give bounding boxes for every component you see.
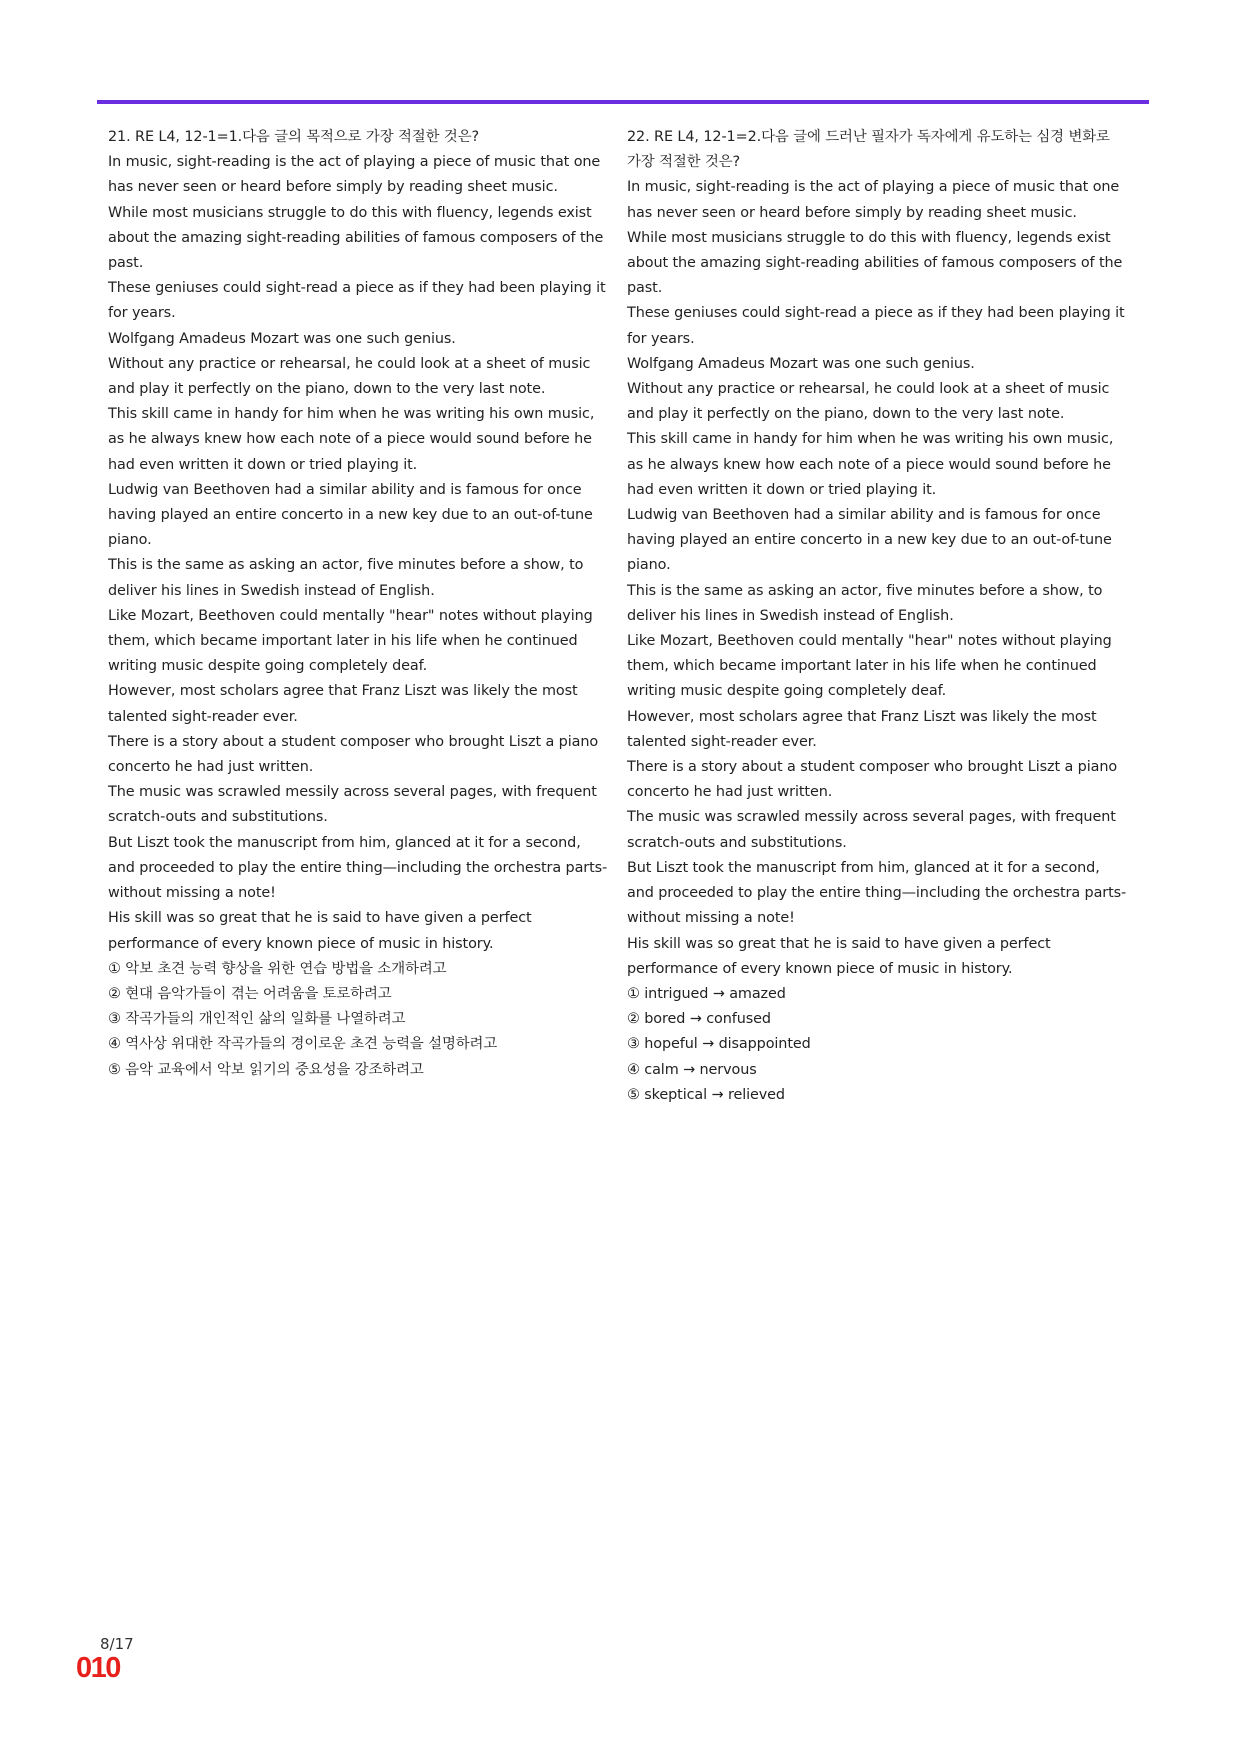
passage-paragraph: In music, sight-reading is the act of playing a piece of music that one has never seen or heard before simply by reading sheet music. <box>108 154 601 196</box>
passage-paragraph: This skill came in handy for him when he was writing his own music, as he always knew how each note of a piece would sound before he had even written it down or tried playing it. <box>108 406 595 473</box>
answer-choice-5[interactable]: ⑤ 음악 교육에서 악보 읽기의 중요성을 강조하려고 <box>108 1061 424 1078</box>
question-title: 22. RE L4, 12-1=2.다음 글에 드러난 필자가 독자에게 유도하는 심경 변화로 가장 적절한 것은? <box>627 129 1110 171</box>
passage-paragraph: This skill came in handy for him when he was writing his own music, as he always knew how each note of a piece would sound before he had even written it down or tried playing it. <box>627 431 1114 498</box>
passage-paragraph: Ludwig van Beethoven had a similar ability and is famous for once having played an entire concerto in a new key due to an out-of-tune piano. <box>627 507 1112 574</box>
passage-paragraph: The music was scrawled messily across several pages, with frequent scratch-outs and substitutions. <box>627 809 1116 851</box>
answer-choice-2[interactable]: ② bored → confused <box>627 1011 771 1028</box>
answer-choice-1[interactable]: ① 악보 초견 능력 향상을 위한 연습 방법을 소개하려고 <box>108 960 447 977</box>
answer-choice-5[interactable]: ⑤ skeptical → relieved <box>627 1086 785 1103</box>
question-21 <box>108 125 608 1083</box>
passage-paragraph: Without any practice or rehearsal, he could look at a sheet of music and play it perfectly on the piano, down to the very last note. <box>627 381 1110 423</box>
answer-choice-1[interactable]: ① intrigued → amazed <box>627 985 786 1002</box>
header-rule <box>97 100 1149 104</box>
passage-paragraph: The music was scrawled messily across several pages, with frequent scratch-outs and substitutions. <box>108 784 597 826</box>
passage-paragraph: However, most scholars agree that Franz Liszt was likely the most talented sight-reader ever. <box>108 683 578 725</box>
passage-paragraph: While most musicians struggle to do this with fluency, legends exist about the amazing sight-reading abilities of famous composers of the past. <box>627 229 1123 297</box>
passage-paragraph: There is a story about a student composer who brought Liszt a piano concerto he had just written. <box>108 733 599 776</box>
answer-choice-4[interactable]: ④ calm → nervous <box>627 1061 757 1078</box>
passage-paragraph: These geniuses could sight-read a piece as if they had been playing it for years. <box>627 305 1125 347</box>
answer-choice-4[interactable]: ④ 역사상 위대한 작곡가들의 경이로운 초견 능력을 설명하려고 <box>108 1036 498 1053</box>
passage-paragraph: His skill was so great that he is said to have given a perfect performance of every known piece of music in history. <box>108 910 532 952</box>
passage-paragraph: There is a story about a student composer who brought Liszt a piano concerto he had just written. <box>627 759 1118 801</box>
passage-paragraph: Like Mozart, Beethoven could mentally "hear" notes without playing them, which became important later in his life when he continued writing music despite going completely deaf. <box>108 607 593 675</box>
answer-choice-3[interactable]: ③ 작곡가들의 개인적인 삶의 일화를 나열하려고 <box>108 1011 406 1028</box>
page-number: 8/17 <box>100 1635 134 1653</box>
passage-paragraph: These geniuses could sight-read a piece as if they had been playing it for years. <box>108 280 606 322</box>
passage-paragraph: Like Mozart, Beethoven could mentally "hear" notes without playing them, which became important later in his life when he continued writing music despite going completely deaf. <box>627 633 1112 700</box>
passage-paragraph: This is the same as asking an actor, five minutes before a show, to deliver his lines in Swedish instead of English. <box>627 582 1103 624</box>
question-22 <box>627 125 1127 1108</box>
brand-logo: 010 <box>76 1652 120 1684</box>
passage-paragraph: His skill was so great that he is said to have given a perfect performance of every known piece of music in history. <box>627 935 1051 977</box>
answer-choice-3[interactable]: ③ hopeful → disappointed <box>627 1036 811 1053</box>
passage-paragraph: Without any practice or rehearsal, he could look at a sheet of music and play it perfectly on the piano, down to the very last note. <box>108 355 591 398</box>
passage-paragraph: Ludwig van Beethoven had a similar ability and is famous for once having played an entire concerto in a new key due to an out-of-tune piano. <box>108 481 593 549</box>
passage-paragraph: In music, sight-reading is the act of playing a piece of music that one has never seen or heard before simply by reading sheet music. <box>627 179 1120 221</box>
passage-paragraph: But Liszt took the manuscript from him, glanced at it for a second, and proceeded to play the entire thing—including the orchestra parts-without missing a note! <box>627 859 1127 927</box>
passage-paragraph: But Liszt took the manuscript from him, glanced at it for a second, and proceeded to play the entire thing—including the orchestra parts-without missing a note! <box>108 834 608 902</box>
passage-paragraph: Wolfgang Amadeus Mozart was one such genius. <box>627 355 975 372</box>
passage-paragraph: However, most scholars agree that Franz Liszt was likely the most talented sight-reader ever. <box>627 708 1097 750</box>
passage-paragraph: Wolfgang Amadeus Mozart was one such genius. <box>108 330 456 347</box>
question-title: 21. RE L4, 12-1=1.다음 글의 목적으로 가장 적절한 것은? <box>108 129 480 145</box>
passage-paragraph: This is the same as asking an actor, five minutes before a show, to deliver his lines in Swedish instead of English. <box>108 557 584 599</box>
passage-paragraph: While most musicians struggle to do this with fluency, legends exist about the amazing sight-reading abilities of famous composers of the past. <box>108 204 604 272</box>
answer-choice-2[interactable]: ② 현대 음악가들이 겪는 어려움을 토로하려고 <box>108 985 392 1002</box>
